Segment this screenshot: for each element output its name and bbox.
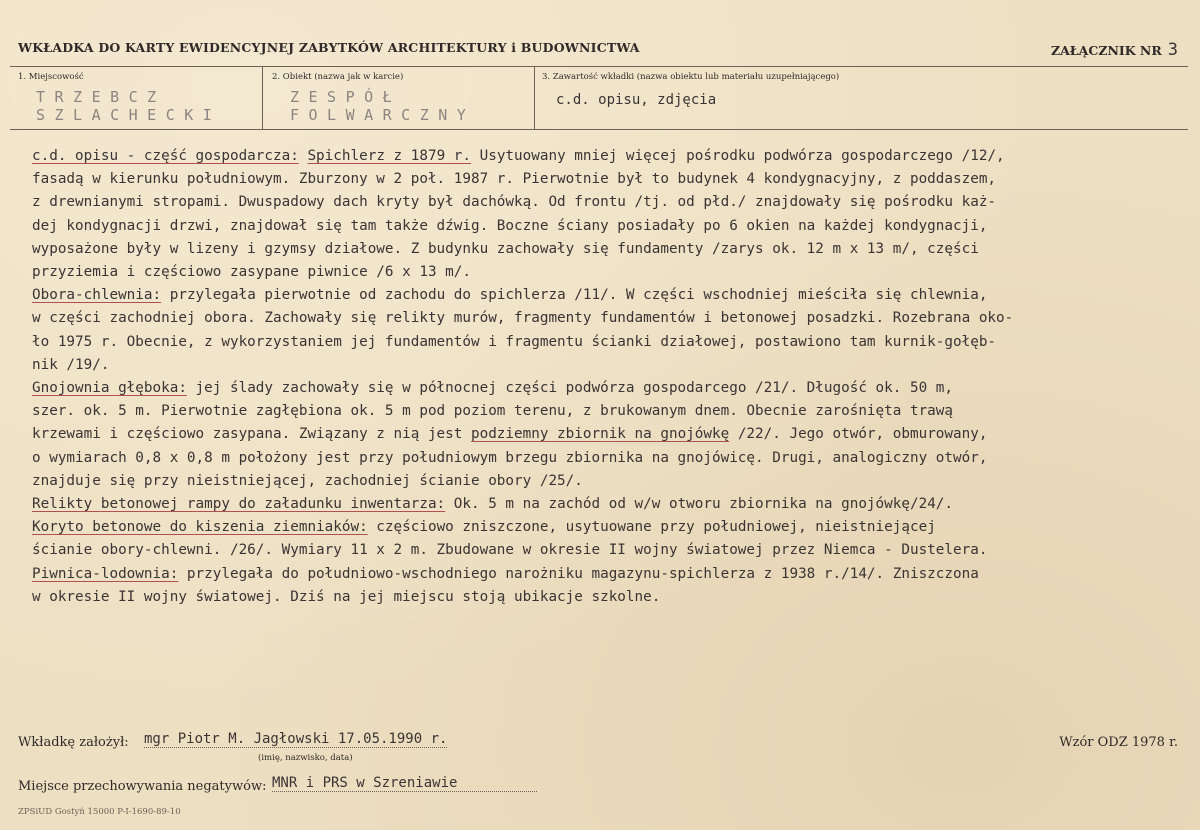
line-text: w okresie II wojny światowej. Dziś na jej miejscu stoją ubikacje szkolne. bbox=[32, 588, 661, 605]
line-text: częściowo zniszczone, usytuowane przy południowej, nieistniejącej bbox=[367, 519, 936, 536]
printer-info: ZPSiUD Gostyń 15000 P-I-1690-89-10 bbox=[18, 807, 181, 817]
line-text: w części zachodniej obora. Zachowały się relikty murów, fragmenty fundamentów i betonowej posadzki. Rozebrana oko- bbox=[32, 310, 1014, 327]
form-title: WKŁADKA DO KARTY EWIDENCYJNEJ ZABYTKÓW ARCHITEKTURY i BUDOWNICTWA bbox=[18, 40, 640, 55]
description-line bbox=[32, 423, 1192, 446]
description-line bbox=[32, 354, 1192, 377]
line-text: wyposażone były w lizeny i gzymsy działowe. Z budynku zachowały się fundamenty /zarys ok. 12 m x 13 m/, części bbox=[32, 240, 979, 257]
description-line bbox=[32, 447, 1192, 470]
line-text: przylegała do południowo-wschodniego narożniku magazynu-spichlerza z 1938 r./14/. Zniszczona bbox=[178, 565, 979, 582]
object-line-1: ZESPÓŁ bbox=[290, 88, 402, 106]
description-line bbox=[32, 215, 1192, 238]
description-line bbox=[32, 470, 1192, 493]
line-text: fasadą w kierunku południowym. Zburzony w 2 poł. 1987 r. Pierwotnie był to budynek 4 kondygnacyjny, z poddaszem, bbox=[32, 171, 997, 188]
underlined-heading: Gnojownia głęboka: bbox=[32, 380, 187, 397]
underlined-heading: Koryto betonowe do kiszenia ziemniaków: bbox=[32, 519, 368, 536]
line-text: /22/. Jego otwór, obmurowany, bbox=[729, 426, 988, 443]
description-line bbox=[32, 191, 1192, 214]
header-rule bbox=[10, 66, 1188, 67]
negatives-value: MNR i PRS w Szreniawie bbox=[272, 775, 537, 792]
template-label: Wzór ODZ 1978 r. bbox=[1059, 735, 1178, 750]
locality-label: 1. Miejscowość bbox=[18, 72, 84, 82]
object-line-2: FOLWARCZNY bbox=[290, 106, 476, 124]
author-value: mgr Piotr M. Jagłowski 17.05.1990 r. bbox=[144, 731, 448, 747]
underlined-heading: Piwnica-lodownia: bbox=[32, 565, 179, 582]
underlined-heading: Relikty betonowej rampy do załadunku inwentarza: bbox=[32, 496, 446, 513]
description-line bbox=[32, 168, 1192, 191]
content-value: c.d. opisu, zdjęcia bbox=[556, 92, 717, 108]
line-text: Ok. 5 m na zachód od w/w otworu zbiornika na gnojówkę/24/. bbox=[445, 496, 954, 513]
description-line bbox=[32, 331, 1192, 354]
description-text bbox=[32, 145, 1192, 609]
line-text: przylegała pierwotnie od zachodu do spichlerza /11/. W części wschodniej mieściła się chlewnia, bbox=[161, 287, 988, 304]
line-text: ścianie obory-chlewni. /26/. Wymiary 11 x 2 m. Zbudowane w okresie II wojny światowej przez Niemca - Dustelera. bbox=[32, 542, 988, 559]
negatives-label: Miejsce przechowywania negatywów: bbox=[18, 779, 267, 794]
description-line bbox=[32, 400, 1192, 423]
line-text: z drewnianymi stropami. Dwuspadowy dach kryty był dachówką. Od frontu /tj. od płd./ znajdowały się pośrodku każ- bbox=[32, 194, 997, 211]
description-line bbox=[32, 493, 1192, 516]
line-text: szer. ok. 5 m. Pierwotnie zagłębiona ok. 5 m pod poziom terenu, z brukowanym dnem. Obecnie zarośnięta trawą bbox=[32, 403, 953, 420]
fields-bottom-rule bbox=[10, 129, 1188, 130]
field-divider bbox=[534, 67, 535, 129]
underlined-heading: Obora-chlewnia: bbox=[32, 287, 162, 304]
line-text: o wymiarach 0,8 x 0,8 m położony jest przy południowym brzegu zbiornika na gnojówicę. Drugi, analogiczny otwór, bbox=[32, 449, 988, 466]
underlined-heading: c.d. opisu - część gospodarcza: bbox=[32, 148, 299, 164]
description-line bbox=[32, 238, 1192, 261]
field-divider bbox=[262, 67, 263, 129]
line-text: ło 1975 r. Obecnie, z wykorzystaniem jej fundamentów i fragmentu ścianki działowej, postawiono tam kurnik-gołęb- bbox=[32, 333, 997, 350]
description-line bbox=[32, 563, 1192, 586]
description-line bbox=[32, 284, 1192, 307]
description-line bbox=[32, 261, 1192, 284]
description-line bbox=[32, 307, 1192, 330]
locality-line-1: TRZEBCZ bbox=[36, 88, 166, 106]
line-text: dej kondygnacji drzwi, znajdował się tam także dźwig. Boczne ściany posiadały po 6 okien na każdej kondygnacji, bbox=[32, 217, 988, 234]
object-label: 2. Obiekt (nazwa jak w karcie) bbox=[272, 72, 404, 82]
line-text: krzewami i częściowo zasypana. Związany z nią jest bbox=[32, 426, 471, 443]
locality-line-2: SZLACHECKI bbox=[36, 106, 222, 124]
underlined-heading: podziemny zbiornik na gnojówkę bbox=[470, 426, 730, 443]
line-text: Usytuowany mniej więcej pośrodku podwórza gospodarczego /12/, bbox=[471, 148, 1005, 164]
description-line bbox=[32, 377, 1192, 400]
underlined-heading: Spichlerz z 1879 r. bbox=[307, 148, 471, 164]
annex-number: 3 bbox=[1167, 40, 1178, 60]
line-text: nik /19/. bbox=[32, 356, 110, 373]
description-line bbox=[32, 539, 1192, 562]
annex-label: ZAŁĄCZNIK NR bbox=[1050, 43, 1162, 58]
author-label: Wkładkę założył: bbox=[18, 735, 129, 750]
content-label: 3. Zawartość wkładki (nazwa obiektu lub materiału uzupełniającego) bbox=[542, 72, 840, 82]
line-text: jej ślady zachowały się w północnej części podwórza gospodarcego /21/. Długość ok. 50 m, bbox=[186, 380, 954, 397]
description-line bbox=[32, 586, 1192, 609]
author-hint: (imię, nazwisko, data) bbox=[258, 753, 353, 763]
description-line bbox=[32, 516, 1192, 539]
line-text: znajduje się przy nieistniejącej, zachodniej ścianie obory /25/. bbox=[32, 472, 583, 489]
annex-heading bbox=[1051, 40, 1178, 60]
line-text: przyziemia i częściowo zasypane piwnice /6 x 13 m/. bbox=[32, 264, 471, 281]
description-line bbox=[32, 145, 1192, 168]
